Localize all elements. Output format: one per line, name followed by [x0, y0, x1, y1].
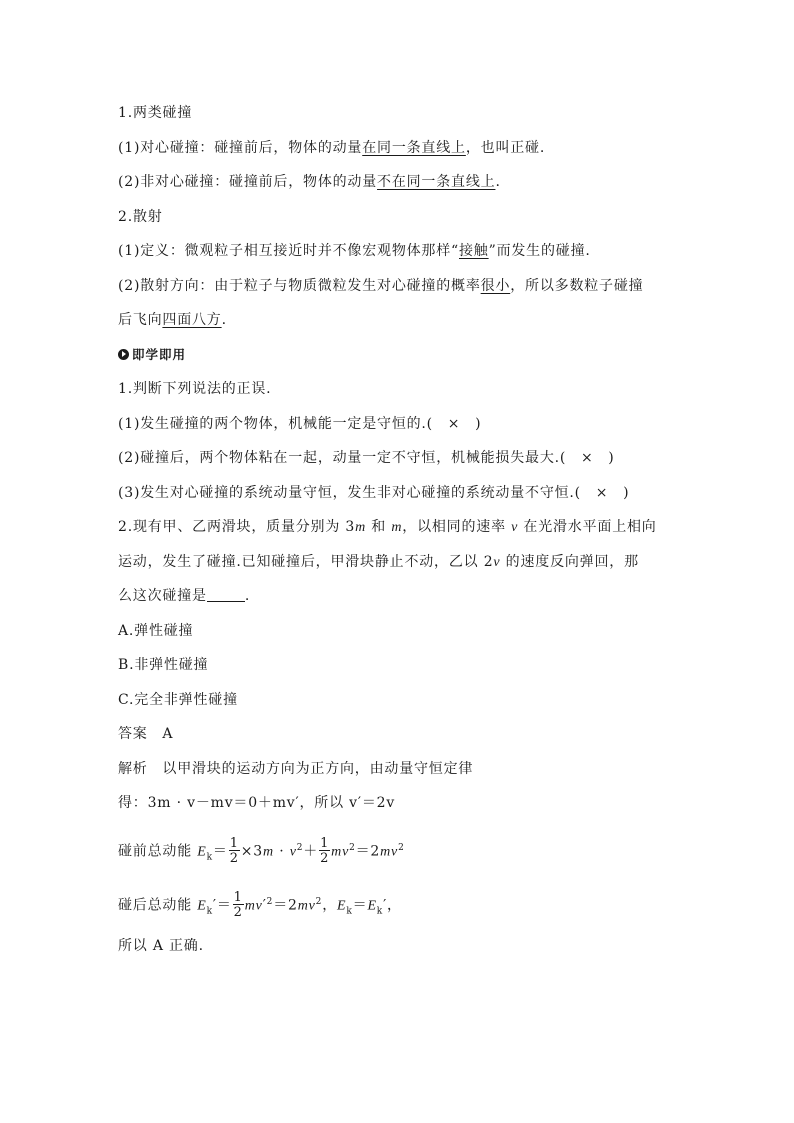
underlined-answer: 不在同一条直线上 [377, 174, 496, 190]
noncentral-collision-definition: (2)非对心碰撞：碰撞前后，物体的动量不在同一条直线上. [118, 174, 501, 190]
answer-blank [207, 587, 245, 602]
scattering-direction-1: (2)散射方向：由于粒子与物质微粒发生对心碰撞的概率很小，所以多数粒子碰撞 [118, 277, 644, 294]
scattering-direction-2: 后飞向四面八方. [118, 312, 227, 328]
analysis-text: 解析 以甲滑块的运动方向为正方向，由动量守恒定律 [118, 760, 474, 777]
fraction: $\frac{1}{2}$ [233, 890, 243, 921]
momentum-equation: 得：3m · v－mv＝0＋mv′，所以 v′＝2v [118, 795, 396, 811]
option-c: C.完全非弹性碰撞 [118, 691, 238, 708]
question-1-item-1: (1)发生碰撞的两个物体，机械能一定是守恒的.( × ) [118, 415, 482, 432]
heading-collision-types: 1.两类碰撞 [118, 105, 193, 121]
conclusion: 所以 A 正确. [118, 937, 204, 954]
fraction: $\frac{1}{2}$ [320, 836, 330, 867]
scattering-definition: (1)定义：微观粒子相互接近时并不像宏观物体那样“接触”而发生的碰撞. [118, 243, 591, 259]
section-header: 即学即用 [118, 338, 688, 373]
option-a: A.弹性碰撞 [118, 622, 194, 639]
play-circle-icon [118, 349, 129, 360]
question-1-item-2: (2)碰撞后，两个物体粘在一起，动量一定不守恒，机械能损失最大.( × ) [118, 450, 615, 466]
central-collision-definition: (1)对心碰撞：碰撞前后，物体的动量在同一条直线上，也叫正碰. [118, 139, 546, 156]
option-b: B.非弹性碰撞 [118, 657, 209, 673]
heading-scattering: 2.散射 [118, 208, 163, 225]
question-2-line-1: 2.现有甲、乙两滑块，质量分别为 3m 和 m，以相同的速率 v 在光滑水平面上相向 [118, 519, 657, 535]
fraction: $\frac{1}{2}$ [229, 836, 239, 867]
underlined-answer: 接触 [459, 243, 489, 259]
question-1-item-3: (3)发生对心碰撞的系统动量守恒，发生非对心碰撞的系统动量不守恒.( × ) [118, 484, 630, 501]
question-2-line-2: 运动，发生了碰撞.已知碰撞后，甲滑块静止不动，乙以 2v 的速度反向弹回，那 [118, 553, 639, 570]
underlined-answer: 四面八方 [162, 312, 222, 328]
kinetic-energy-after: 碰后总动能 $E_k'=$ $\frac{1}{2}$ $mv'^2=2mv^2$，$E_k=E_k'$， [118, 890, 402, 921]
answer-label: 答案 A [118, 726, 174, 742]
question-1: 1.判断下列说法的正误. [118, 381, 272, 397]
document-page [118, 96, 688, 963]
kinetic-energy-before: 碰前总动能 $E_k=$ $\frac{1}{2}$ $\times 3m \cdot v^2+$ $\frac{1}{2}$ $mv^2=2mv^2$ [118, 836, 405, 867]
underlined-answer: 在同一条直线上 [362, 139, 466, 156]
question-2-line-3: 么这次碰撞是 . [118, 588, 251, 604]
underlined-answer: 很小 [480, 277, 511, 294]
